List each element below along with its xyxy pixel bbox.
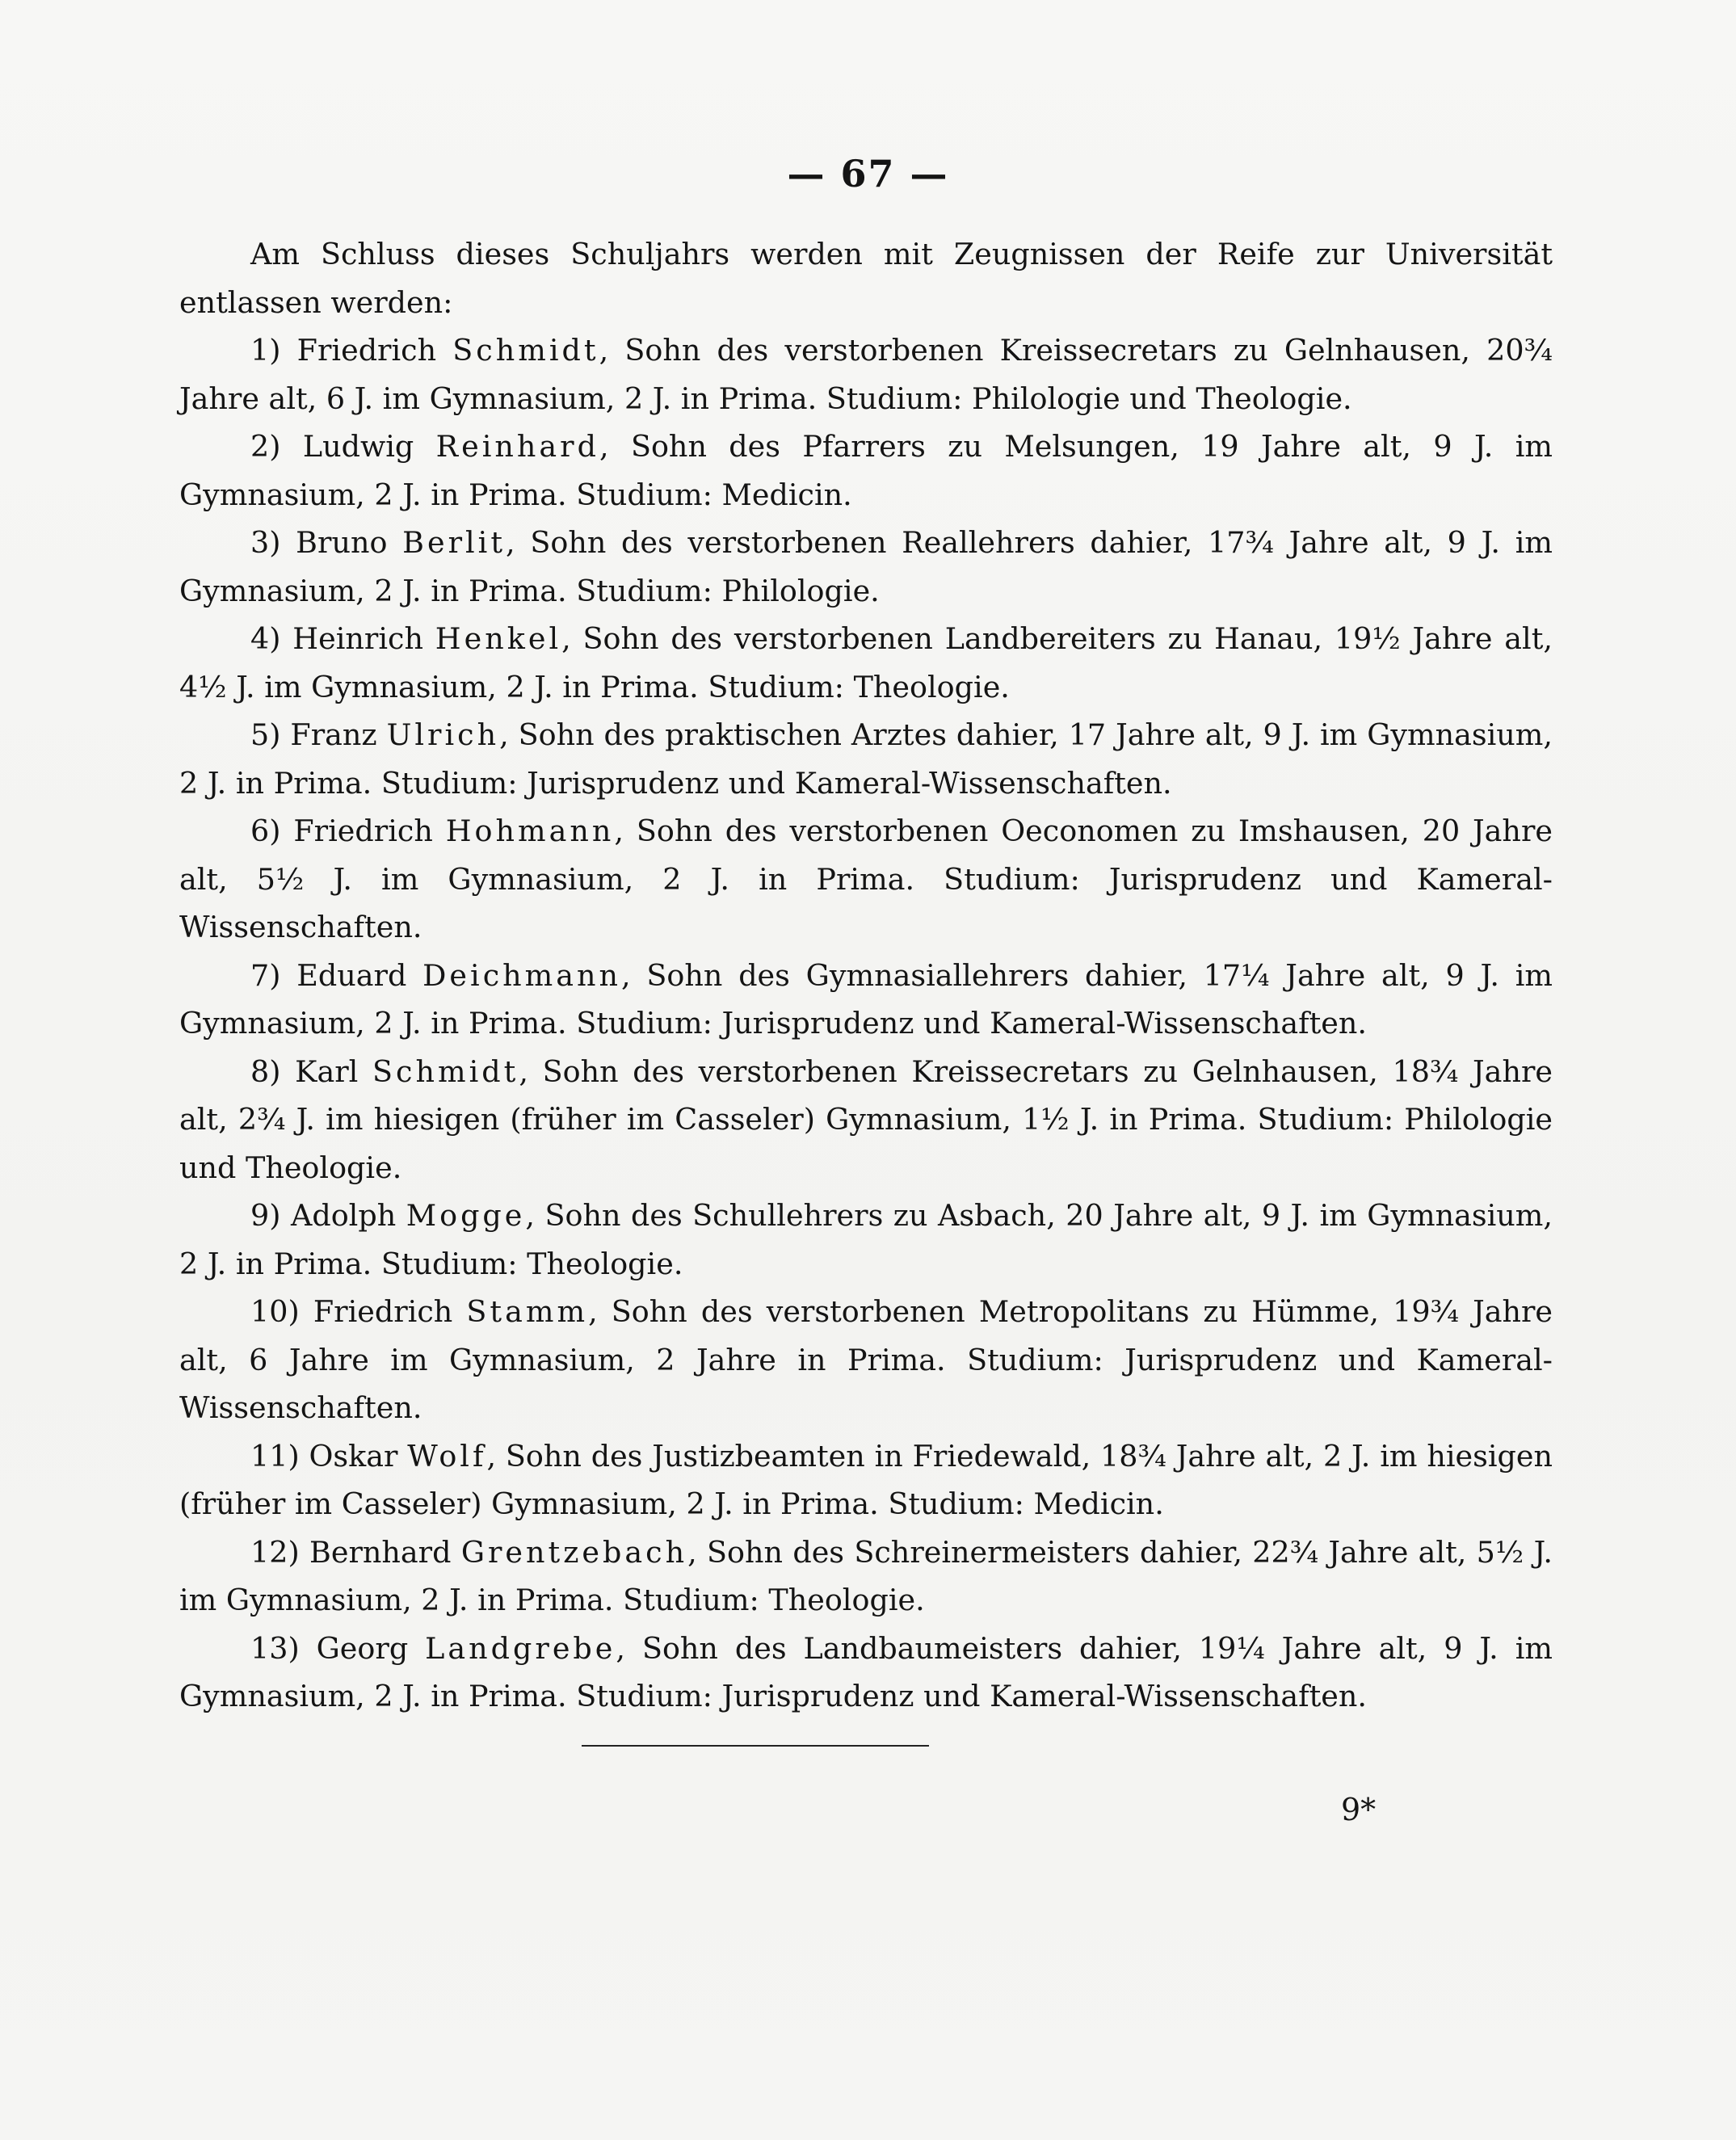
entry-text: , Sohn des Landbaumeisters dahier, 19¼ Jahre alt, 9 J. im Gymnasium, 2 J. in Prima. Studium: Jurisprudenz und Kameral-Wissenschaften. xyxy=(179,1630,1553,1713)
entry-first-name: Oskar xyxy=(309,1438,398,1474)
page-number: — 67 — xyxy=(787,152,949,196)
entry-text: , Sohn des Justizbeamten in Friedewald, 18¾ Jahre alt, 2 J. im hiesigen (früher im Casseler) Gymnasium, 2 J. in Prima. Studium: Medicin. xyxy=(179,1438,1553,1521)
entry-text: , Sohn des verstorbenen Metropolitans zu Hümme, 19¾ Jahre alt, 6 Jahre im Gymnasium, 2 Jahre in Prima. Studium: Jurisprudenz und Kameral-Wissenschaften. xyxy=(179,1294,1553,1425)
entry-first-name: Georg xyxy=(316,1630,409,1666)
entry-text: , Sohn des Schullehrers zu Asbach, 20 Jahre alt, 9 J. im Gymnasium, 2 J. in Prima. Studium: Theologie. xyxy=(179,1198,1553,1281)
entry-text: , Sohn des verstorbenen Kreissecretars zu Gelnhausen, 20¾ Jahre alt, 6 J. im Gymnasium, 2 J. in Prima. Studium: Philologie und Theologie. xyxy=(179,333,1553,416)
list-item xyxy=(179,326,1553,423)
entry-number: 1) xyxy=(250,333,281,368)
entry-first-name: Ludwig xyxy=(302,429,414,464)
entry-surname: Mogge xyxy=(406,1198,526,1233)
entry-number: 9) xyxy=(250,1198,281,1233)
list-item xyxy=(179,711,1553,807)
list-item xyxy=(179,1288,1553,1432)
entry-text: , Sohn des verstorbenen Kreissecretars zu Gelnhausen, 18¾ Jahre alt, 2¾ J. im hiesigen (früher im Casseler) Gymnasium, 1½ J. in Prima. Studium: Philologie und Theologie. xyxy=(179,1053,1553,1185)
entry-first-name: Bruno xyxy=(296,525,388,560)
list-item xyxy=(179,1048,1553,1192)
horizontal-rule xyxy=(582,1745,929,1747)
entry-number: 8) xyxy=(250,1053,281,1089)
entry-text: , Sohn des verstorbenen Landbereiters zu Hanau, 19½ Jahre alt, 4½ J. im Gymnasium, 2 J. in Prima. Studium: Theologie. xyxy=(179,621,1553,704)
entry-first-name: Karl xyxy=(295,1053,359,1089)
list-item xyxy=(179,1432,1553,1528)
list-item xyxy=(179,952,1553,1048)
entry-text: , Sohn des verstorbenen Reallehrers dahier, 17¾ Jahre alt, 9 J. im Gymnasium, 2 J. in Prima. Studium: Philologie. xyxy=(179,525,1553,608)
entry-surname: Berlit xyxy=(402,525,507,560)
entry-first-name: Friedrich xyxy=(293,814,433,848)
entry-text: , Sohn des praktischen Arztes dahier, 17 Jahre alt, 9 J. im Gymnasium, 2 J. in Prima. Studium: Jurisprudenz und Kameral-Wissenschaften. xyxy=(179,717,1553,801)
entry-number: 13) xyxy=(250,1630,300,1666)
entry-text: , Sohn des verstorbenen Oeconomen zu Imshausen, 20 Jahre alt, 5½ J. im Gymnasium, 2 J. in Prima. Studium: Jurisprudenz und Kameral-Wissenschaften. xyxy=(179,814,1553,944)
entry-number: 3) xyxy=(250,525,281,560)
intro-paragraph: Am Schluss dieses Schuljahrs werden mit Zeugnissen der Reife zur Universität entlassen werden: xyxy=(179,237,1553,320)
list-item xyxy=(179,807,1553,952)
list-item xyxy=(179,1528,1553,1625)
entry-surname: Schmidt xyxy=(452,333,599,368)
entry-number: 12) xyxy=(250,1534,300,1570)
entry-number: 4) xyxy=(250,621,281,656)
entry-surname: Grentzebach xyxy=(460,1534,688,1570)
list-item xyxy=(179,1192,1553,1288)
entry-first-name: Bernhard xyxy=(309,1534,452,1570)
entry-surname: Wolf xyxy=(407,1438,487,1474)
entry-surname: Landgrebe xyxy=(425,1630,616,1666)
entry-first-name: Heinrich xyxy=(292,621,423,656)
entry-text: , Sohn des Schreinermeisters dahier, 22¾ Jahre alt, 5½ J. im Gymnasium, 2 J. in Prima. Studium: Theologie. xyxy=(179,1534,1553,1617)
entry-first-name: Adolph xyxy=(290,1198,397,1233)
list-item xyxy=(179,615,1553,711)
list-item xyxy=(179,423,1553,519)
entry-surname: Deichmann xyxy=(422,957,622,993)
entry-text: , Sohn des Pfarrers zu Melsungen, 19 Jahre alt, 9 J. im Gymnasium, 2 J. in Prima. Studium: Medicin. xyxy=(179,429,1553,512)
entry-number: 2) xyxy=(250,429,281,464)
entry-surname: Schmidt xyxy=(372,1053,519,1089)
entry-surname: Stamm xyxy=(466,1294,589,1329)
entry-first-name: Eduard xyxy=(296,957,407,993)
list-item xyxy=(179,1625,1553,1721)
entry-number: 6) xyxy=(250,814,281,848)
entry-surname: Hohmann xyxy=(445,814,615,848)
entry-surname: Henkel xyxy=(435,621,562,656)
entry-first-name: Franz xyxy=(290,717,377,752)
entry-number: 10) xyxy=(250,1294,300,1329)
entry-number: 5) xyxy=(250,717,281,752)
entry-surname: Ulrich xyxy=(386,717,500,752)
entry-number: 7) xyxy=(250,957,281,993)
entry-number: 11) xyxy=(250,1438,300,1474)
list-item xyxy=(179,519,1553,615)
main-text xyxy=(179,230,1553,1721)
signature-mark: 9* xyxy=(1341,1792,1377,1827)
entry-first-name: Friedrich xyxy=(296,333,437,368)
entry-first-name: Friedrich xyxy=(313,1294,453,1329)
entry-surname: Reinhard xyxy=(435,429,599,464)
entry-text: , Sohn des Gymnasiallehrers dahier, 17¼ Jahre alt, 9 J. im Gymnasium, 2 J. in Prima. Studium: Jurisprudenz und Kameral-Wissenschaften. xyxy=(179,957,1553,1041)
